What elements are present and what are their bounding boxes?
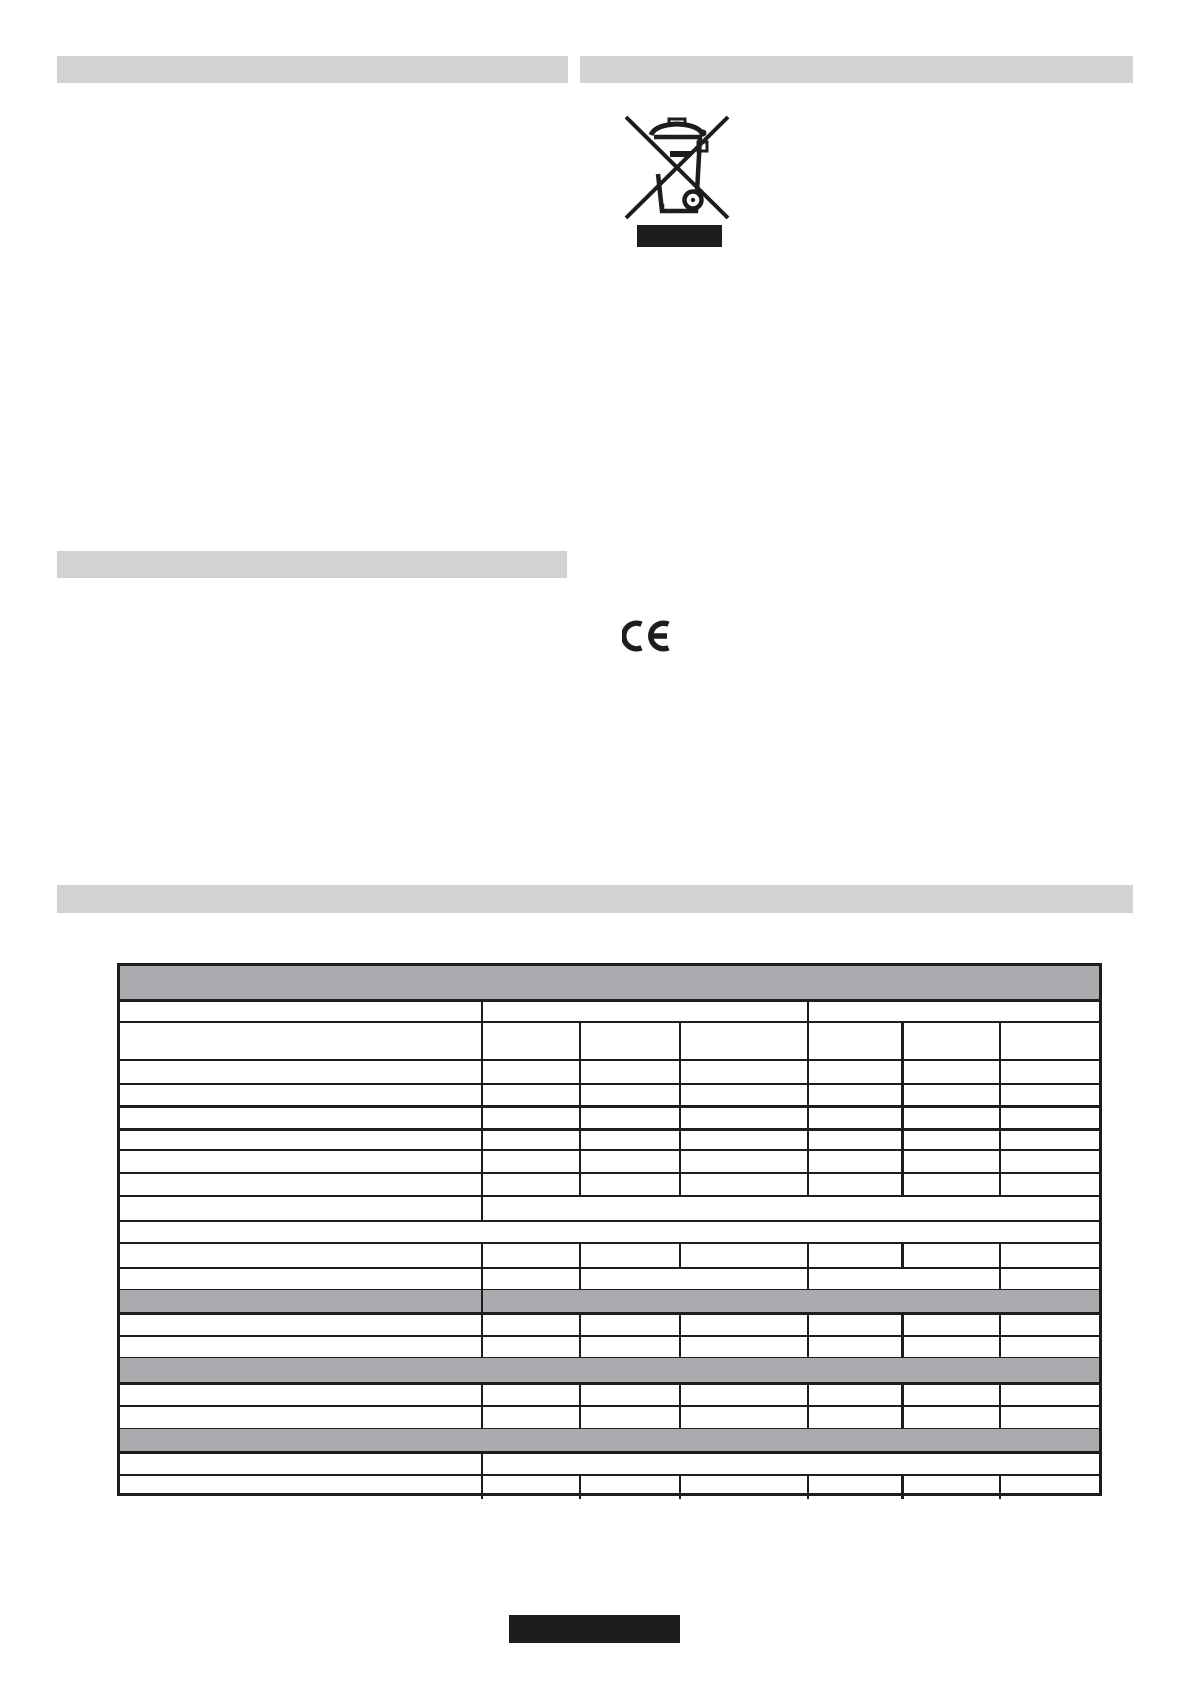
table-grid-line-v xyxy=(999,1106,1001,1129)
table-grid-line-h xyxy=(120,1382,1099,1385)
table-grid-line-v xyxy=(807,1313,809,1336)
table-grid-line-v xyxy=(679,1336,681,1358)
table-section-row xyxy=(120,1358,1099,1383)
table-grid-line-v xyxy=(679,1383,681,1406)
table-grid-line-h xyxy=(120,1405,1099,1407)
section-heading-bar-middle-left xyxy=(57,551,567,578)
table-grid-line-v xyxy=(999,1150,1001,1173)
table-grid-line-v xyxy=(901,1022,904,1060)
section-heading-bar-top-left xyxy=(57,56,568,83)
section-heading-bar-full-width xyxy=(57,885,1133,913)
table-grid-line-v xyxy=(481,1150,483,1173)
table-grid-line-h xyxy=(120,1021,1099,1023)
footer-black-bar xyxy=(509,1615,680,1643)
table-grid-line-v xyxy=(807,1084,809,1106)
table-grid-line-v xyxy=(999,1022,1001,1060)
table-grid-line-h xyxy=(120,1149,1099,1151)
table-grid-line-v xyxy=(481,1129,483,1150)
table-grid-line-v xyxy=(679,1084,681,1106)
table-grid-line-v xyxy=(679,1406,681,1429)
table-grid-line-v xyxy=(999,1173,1001,1196)
table-grid-line-v xyxy=(579,1475,581,1499)
table-grid-line-v xyxy=(579,1129,581,1150)
table-grid-line-v xyxy=(901,1150,904,1173)
table-grid-line-v xyxy=(579,1406,581,1429)
table-grid-line-v xyxy=(579,1150,581,1173)
table-grid-line-v xyxy=(579,1243,581,1268)
table-grid-line-v xyxy=(481,1173,483,1196)
table-grid-line-v xyxy=(481,1336,483,1358)
table-grid-line-v xyxy=(481,1243,483,1268)
table-section-row xyxy=(120,966,1099,1000)
table-grid-line-v xyxy=(579,1084,581,1106)
table-grid-line-h xyxy=(120,1474,1099,1476)
table-section-row xyxy=(120,1429,1099,1452)
table-grid-line-v xyxy=(679,1129,681,1150)
table-grid-line-v xyxy=(901,1313,904,1336)
table-grid-line-v xyxy=(679,1475,681,1499)
table-grid-line-v xyxy=(481,1000,483,1022)
table-grid-line-h xyxy=(120,1220,1099,1222)
table-grid-line-h xyxy=(120,1312,1099,1315)
table-grid-line-v xyxy=(579,1022,581,1060)
table-grid-line-v xyxy=(481,1106,483,1129)
table-grid-line-v xyxy=(481,1313,483,1336)
table-grid-line-v xyxy=(901,1173,904,1196)
table-grid-line-h xyxy=(120,1059,1099,1061)
ce-mark-holder xyxy=(622,618,674,656)
table-grid-line-v xyxy=(579,1383,581,1406)
table-grid-line-v xyxy=(579,1106,581,1129)
table-grid-line-v xyxy=(807,1173,809,1196)
table-grid-line-v xyxy=(807,1383,809,1406)
table-grid-line-v xyxy=(481,1406,483,1429)
table-grid-line-v xyxy=(901,1475,904,1499)
table-grid-line-v xyxy=(901,1336,904,1358)
table-grid-line-v xyxy=(999,1268,1001,1290)
table-grid-line-v xyxy=(901,1406,904,1429)
table-grid-line-v xyxy=(481,1290,483,1313)
table-grid-line-h xyxy=(120,1195,1099,1197)
table-grid-line-v xyxy=(901,1383,904,1406)
table-grid-line-v xyxy=(901,1060,904,1084)
table-grid-line-v xyxy=(807,1000,809,1022)
table-grid-line-h xyxy=(120,1128,1099,1131)
table-grid-line-v xyxy=(481,1268,483,1290)
table-grid-line-v xyxy=(481,1196,483,1221)
table-grid-line-h xyxy=(120,1083,1099,1085)
ce-marking-icon xyxy=(622,618,674,656)
table-grid-line-v xyxy=(807,1106,809,1129)
table-grid-line-v xyxy=(999,1129,1001,1150)
table-grid-line-h xyxy=(120,1267,1099,1269)
table-grid-line-v xyxy=(999,1406,1001,1429)
table-grid-line-v xyxy=(999,1313,1001,1336)
table-grid-line-v xyxy=(579,1313,581,1336)
table-grid-line-v xyxy=(807,1475,809,1499)
table-grid-line-v xyxy=(807,1336,809,1358)
table-grid-line-v xyxy=(901,1129,904,1150)
table-grid-line-v xyxy=(807,1406,809,1429)
section-heading-bar-top-right xyxy=(580,56,1133,83)
table-grid-line-h xyxy=(120,1242,1099,1244)
table-grid-line-v xyxy=(901,1243,904,1268)
table-grid-line-v xyxy=(807,1243,809,1268)
table-grid-line-v xyxy=(901,1106,904,1129)
table-grid-line-v xyxy=(679,1313,681,1336)
table-grid-line-v xyxy=(807,1129,809,1150)
table-grid-line-v xyxy=(901,1084,904,1106)
table-grid-line-v xyxy=(999,1084,1001,1106)
table-grid-line-v xyxy=(679,1173,681,1196)
table-grid-line-v xyxy=(579,1173,581,1196)
table-grid-line-v xyxy=(579,1336,581,1358)
table-grid-line-h xyxy=(120,1451,1099,1454)
table-grid-line-v xyxy=(999,1475,1001,1499)
table-section-row xyxy=(120,1290,1099,1313)
table-grid-line-v xyxy=(999,1243,1001,1268)
table-grid-line-h xyxy=(120,1335,1099,1337)
table-grid-line-v xyxy=(807,1060,809,1084)
table-grid-line-h xyxy=(120,999,1099,1002)
table-grid-line-v xyxy=(999,1060,1001,1084)
table-grid-line-v xyxy=(999,1383,1001,1406)
table-grid-line-v xyxy=(481,1022,483,1060)
table-grid-line-h xyxy=(120,1105,1099,1108)
table-grid-line-v xyxy=(679,1022,681,1060)
table-grid-line-v xyxy=(579,1268,581,1290)
table-grid-line-v xyxy=(579,1060,581,1084)
table-grid-line-v xyxy=(679,1106,681,1129)
table-grid-line-v xyxy=(481,1383,483,1406)
table-grid-line-v xyxy=(679,1060,681,1084)
table-grid-line-v xyxy=(999,1336,1001,1358)
table-grid-line-v xyxy=(807,1022,809,1060)
table-grid-line-v xyxy=(679,1243,681,1268)
table-grid-line-v xyxy=(481,1452,483,1475)
table-grid-line-v xyxy=(481,1084,483,1106)
weee-crossed-out-bin-icon xyxy=(622,112,732,250)
technical-data-table xyxy=(117,963,1102,1496)
table-grid-line-h xyxy=(120,1172,1099,1174)
table-grid-line-v xyxy=(481,1060,483,1084)
table-grid-line-v xyxy=(807,1150,809,1173)
weee-icon-holder xyxy=(622,112,732,250)
table-grid-line-v xyxy=(679,1150,681,1173)
table-grid-line-v xyxy=(807,1268,809,1290)
table-grid-line-v xyxy=(481,1475,483,1499)
